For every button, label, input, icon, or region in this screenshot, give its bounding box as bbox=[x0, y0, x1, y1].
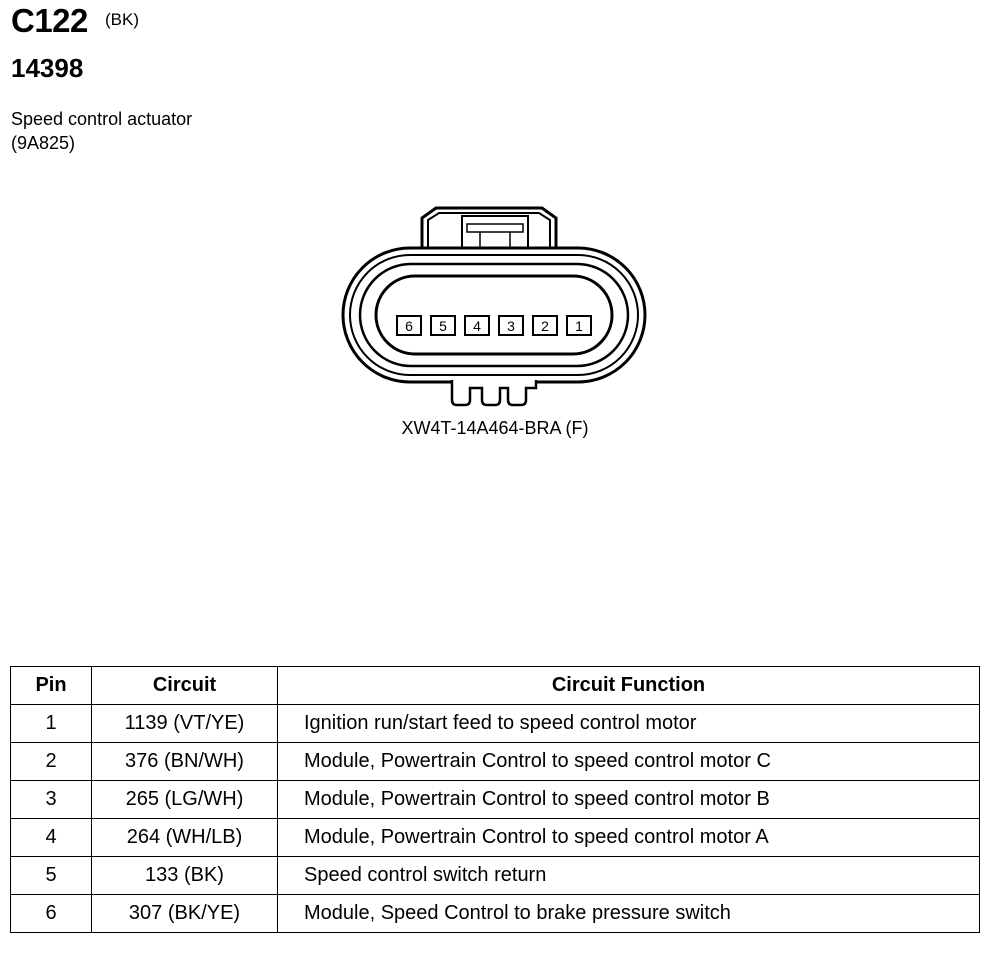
pin-cell: 1 bbox=[11, 705, 92, 743]
connector-color: (BK) bbox=[105, 10, 139, 29]
pin-number-label: 4 bbox=[473, 318, 481, 334]
circuit-cell: 1139 (VT/YE) bbox=[92, 705, 278, 743]
pin-cavity-3 bbox=[499, 316, 523, 335]
connector-bottom-key bbox=[452, 380, 536, 405]
circuit-function-cell: Module, Powertrain Control to speed control motor B bbox=[278, 781, 980, 819]
table-row bbox=[11, 857, 980, 895]
pin-number-label: 6 bbox=[405, 318, 413, 334]
table-row bbox=[11, 781, 980, 819]
component-code: (9A825) bbox=[11, 133, 76, 153]
circuit-function-cell: Module, Powertrain Control to speed control motor C bbox=[278, 743, 980, 781]
table-row bbox=[11, 743, 980, 781]
column-header-circuit: Circuit bbox=[92, 667, 278, 705]
column-header-pin: Pin bbox=[11, 667, 92, 705]
connector-part-label: XW4T-14A464-BRA (F) bbox=[401, 418, 589, 438]
pin-cavity-1 bbox=[567, 316, 591, 335]
circuit-cell: 376 (BN/WH) bbox=[92, 743, 278, 781]
circuit-cell: 307 (BK/YE) bbox=[92, 895, 278, 933]
part-number: 14398 bbox=[11, 53, 84, 83]
pin-cavity-4 bbox=[465, 316, 489, 335]
column-header-circuit-function: Circuit Function bbox=[278, 667, 980, 705]
pin-cell: 2 bbox=[11, 743, 92, 781]
pin-cell: 3 bbox=[11, 781, 92, 819]
circuit-cell: 265 (LG/WH) bbox=[92, 781, 278, 819]
pin-cavity-5 bbox=[431, 316, 455, 335]
pin-number-label: 2 bbox=[541, 318, 549, 334]
table-row bbox=[11, 895, 980, 933]
table-row bbox=[11, 819, 980, 857]
pin-cavity-6 bbox=[397, 316, 421, 335]
latch-window bbox=[462, 216, 528, 250]
connector-id: C122 bbox=[11, 2, 88, 39]
pin-circuit-table bbox=[10, 666, 980, 933]
circuit-cell: 133 (BK) bbox=[92, 857, 278, 895]
circuit-function-cell: Module, Powertrain Control to speed control motor A bbox=[278, 819, 980, 857]
circuit-function-cell: Ignition run/start feed to speed control motor bbox=[278, 705, 980, 743]
pin-number-label: 3 bbox=[507, 318, 515, 334]
table-row bbox=[11, 705, 980, 743]
pin-cavity-2 bbox=[533, 316, 557, 335]
circuit-function-cell: Module, Speed Control to brake pressure switch bbox=[278, 895, 980, 933]
pin-cell: 6 bbox=[11, 895, 92, 933]
table-header-row bbox=[11, 667, 980, 705]
circuit-cell: 264 (WH/LB) bbox=[92, 819, 278, 857]
connector-face-diagram bbox=[340, 200, 650, 410]
pin-cell: 5 bbox=[11, 857, 92, 895]
pin-number-label: 1 bbox=[575, 318, 583, 334]
circuit-function-cell: Speed control switch return bbox=[278, 857, 980, 895]
pin-cell: 4 bbox=[11, 819, 92, 857]
pin-number-label: 5 bbox=[439, 318, 447, 334]
component-description: Speed control actuator bbox=[11, 109, 193, 129]
